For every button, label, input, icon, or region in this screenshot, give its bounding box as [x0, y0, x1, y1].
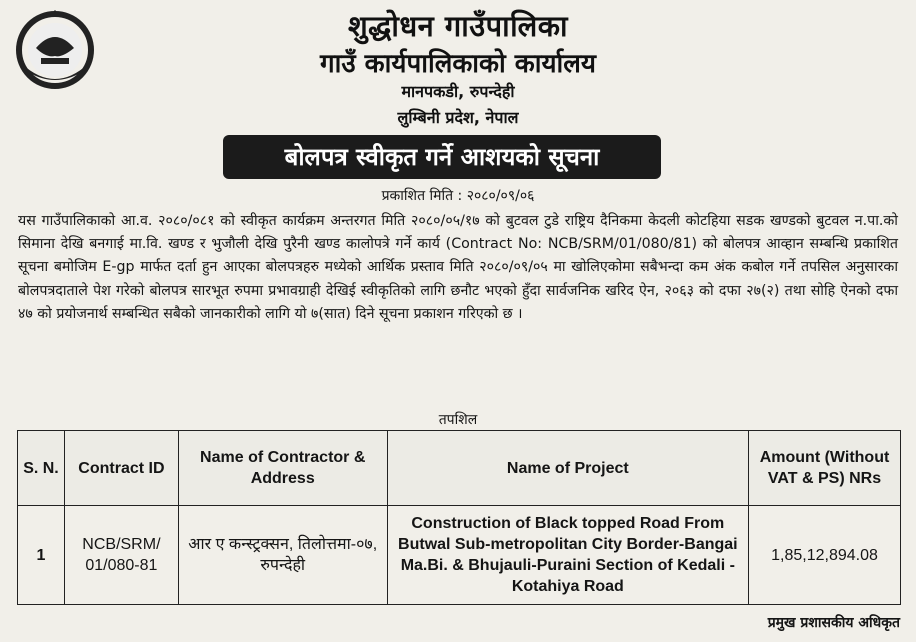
schedule-label: तपशिल: [438, 412, 478, 428]
office-address-district: मानपकडी, रुपन्देही: [401, 82, 515, 101]
cell-contractor: आर ए कन्स्ट्रक्सन, तिलोत्तमा-०७, रुपन्देही: [178, 506, 387, 605]
office-name: गाउँ कार्यपालिकाको कार्यालय: [320, 49, 596, 79]
header-contractor: Name of Contractor & Address: [178, 431, 387, 506]
signatory-title: प्रमुख प्रशासकीय अधिकृत: [767, 615, 900, 631]
cell-contract-id: NCB/SRM/ 01/080-81: [64, 506, 178, 605]
header-project: Name of Project: [387, 431, 748, 506]
municipality-name: शुद्धोधन गाउँपालिका: [347, 9, 569, 43]
cell-amount: 1,85,12,894.08: [749, 506, 901, 605]
office-address-province: लुम्बिनी प्रदेश, नेपाल: [397, 108, 519, 127]
published-date: प्रकाशित मिति : २०८०/०९/०६: [381, 188, 535, 204]
notice-body: यस गाउँपालिकाको आ.व. २०८०/०८१ को स्वीकृत कार्यक्रम अन्तरगत मिति २०८०/०५/१७ को बुटवल टुडे राष्ट्रिय दैनिकमा केदली कोटहिया सडक खण्डको बुटवल न.पा.को सिमाना देखि बनगाई मा.वि. खण्ड र भुजौली देखि पुरैनी खण्ड कालोपत्रे गर्ने कार्य (Contract No: NCB/SRM/01/080/81) को बोलपत्र आव्हान सम्बन्धि प्रकाशित सूचना बमोजिम E-gp मार्फत दर्ता हुन आएका बोलपत्रहरु मध्येको आर्थिक प्रस्ताव मिति २०८०/०९/०५ मा खोलिएकोमा सबैभन्दा कम अंक कबोल गर्ने तपसिल अनुसारका बोलपत्रदाताले पेश गरेको बोलपत्र सारभूत रुपमा प्रभावग्राही देखिई स्वीकृतिको लागि छनौट भएको हुँदा सार्वजनिक खरिद ऐन, २०६३ को दफा २७(२) तथा सोहि ऐनको दफा ४७ को प्रयोजनार्थ सम्बन्धित सबैको जानकारीको लागि यो ७(सात) दिने सूचना प्रकाशन गरिएको छ ।: [18, 213, 898, 322]
header-amount: Amount (Without VAT & PS) NRs: [749, 431, 901, 506]
table-header-row: [18, 431, 901, 506]
table-row: [18, 506, 901, 605]
cell-sn: 1: [18, 506, 65, 605]
cell-project: Construction of Black topped Road From Butwal Sub-metropolitan City Border-Bangai Ma.Bi. & Bhujauli-Puraini Section of Kedali -Kotahiya Road: [387, 506, 748, 605]
header-sn: S. N.: [18, 431, 65, 506]
header-contract-id: Contract ID: [64, 431, 178, 506]
notice-title: बोलपत्र स्वीकृत गर्ने आशयको सूचना: [223, 135, 661, 179]
contract-table: [17, 430, 901, 605]
